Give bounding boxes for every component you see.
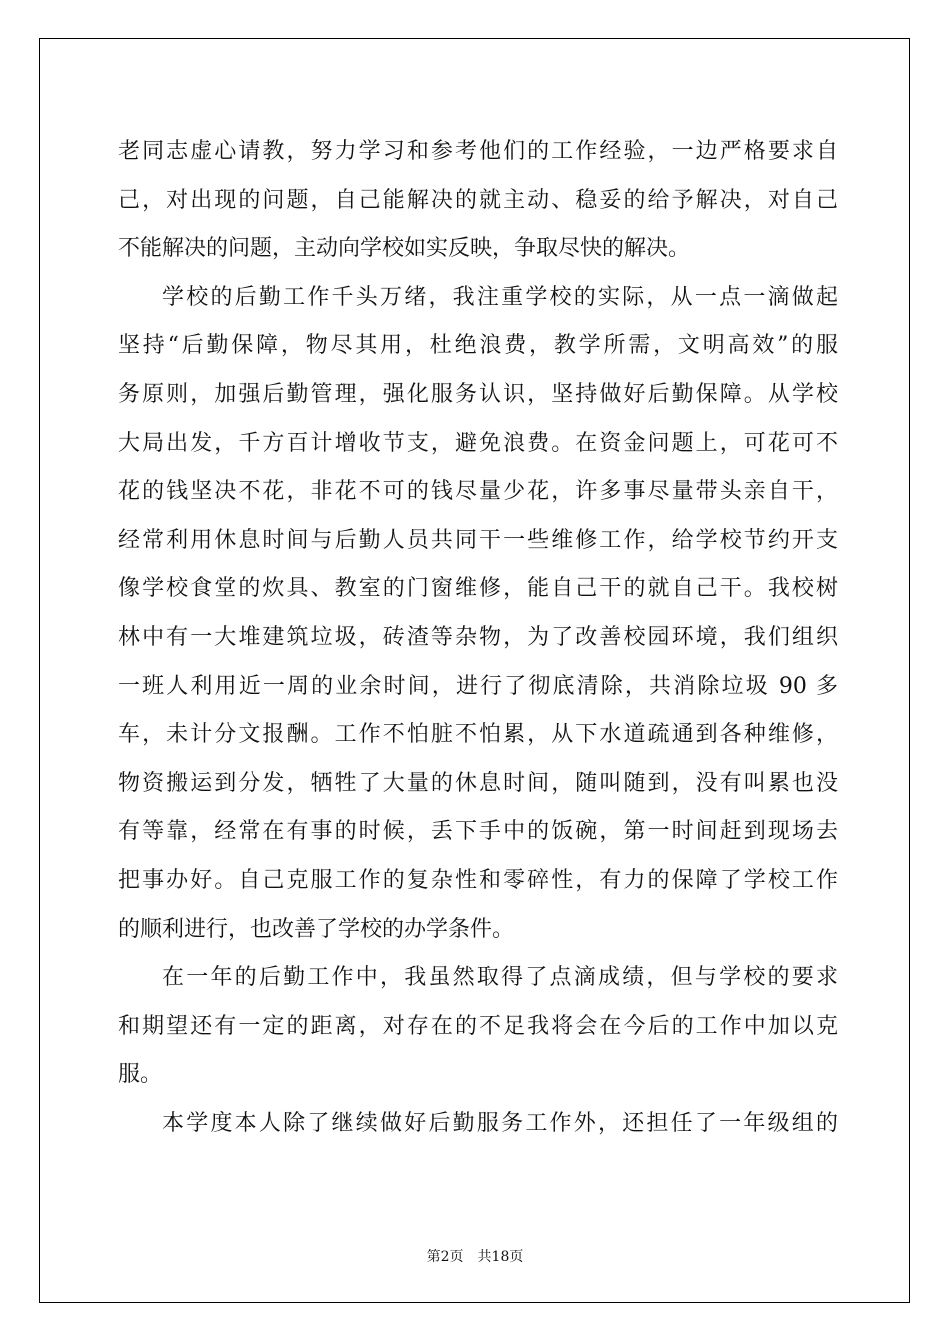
text-line: 经常利用休息时间与后勤人员共同干一些维修工作，给学校节约开支 — [118, 527, 838, 553]
text-line: 务原则，加强后勤管理，强化服务认识，坚持做好后勤保障。从学校 — [118, 381, 838, 407]
page-total: 共18页 — [477, 1249, 524, 1265]
text-line: 己，对出现的问题，自己能解决的就主动、稳妥的给予解决，对自己 — [118, 187, 838, 213]
text-line: 车，未计分文报酬。工作不怕脏不怕累，从下水道疏通到各种维修， — [118, 722, 838, 748]
paragraph-start-line: 本学度本人除了继续做好后勤服务工作外，还担任了一年级组的 — [162, 1110, 838, 1136]
paragraph-start-line: 学校的后勤工作千头万绪，我注重学校的实际，从一点一滴做起 — [162, 284, 838, 310]
page-number: 第2页 — [426, 1249, 464, 1265]
text-line: 的顺利进行，也改善了学校的办学条件。 — [118, 916, 515, 942]
text-line: 把事办好。自己克服工作的复杂性和零碎性，有力的保障了学校工作 — [118, 867, 838, 893]
text-line: 像学校食堂的炊具、教室的门窗维修，能自己干的就自己干。我校树 — [118, 576, 838, 602]
text-line: 花的钱坚决不花，非花不可的钱尽量少花，许多事尽量带头亲自干， — [118, 479, 838, 505]
text-line: 和期望还有一定的距离，对存在的不足我将会在今后的工作中加以克 — [118, 1013, 838, 1039]
text-line: 林中有一大堆建筑垃圾，砖渣等杂物，为了改善校园环境，我们组织 — [118, 624, 838, 650]
text-line: 一班人利用近一周的业余时间，进行了彻底清除，共消除垃圾 90 多 — [118, 673, 838, 699]
document-body — [118, 128, 838, 1148]
text-line: 坚持“后勤保障，物尽其用，杜绝浪费，教学所需，文明高效”的服 — [118, 333, 838, 359]
text-line: 老同志虚心请教，努力学习和参考他们的工作经验，一边严格要求自 — [118, 139, 838, 164]
page-footer — [0, 1246, 950, 1266]
text-line: 物资搬运到分发，牺牲了大量的休息时间，随叫随到，没有叫累也没 — [118, 770, 838, 796]
text-line: 服。 — [118, 1062, 163, 1088]
paragraph-start-line: 在一年的后勤工作中，我虽然取得了点滴成绩，但与学校的要求 — [162, 965, 838, 991]
text-line: 不能解决的问题，主动向学校如实反映，争取尽快的解决。 — [118, 236, 691, 262]
text-line: 大局出发，千方百计增收节支，避免浪费。在资金问题上，可花可不 — [118, 430, 838, 456]
text-line: 有等靠，经常在有事的时候，丢下手中的饭碗，第一时间赶到现场去 — [118, 819, 838, 845]
